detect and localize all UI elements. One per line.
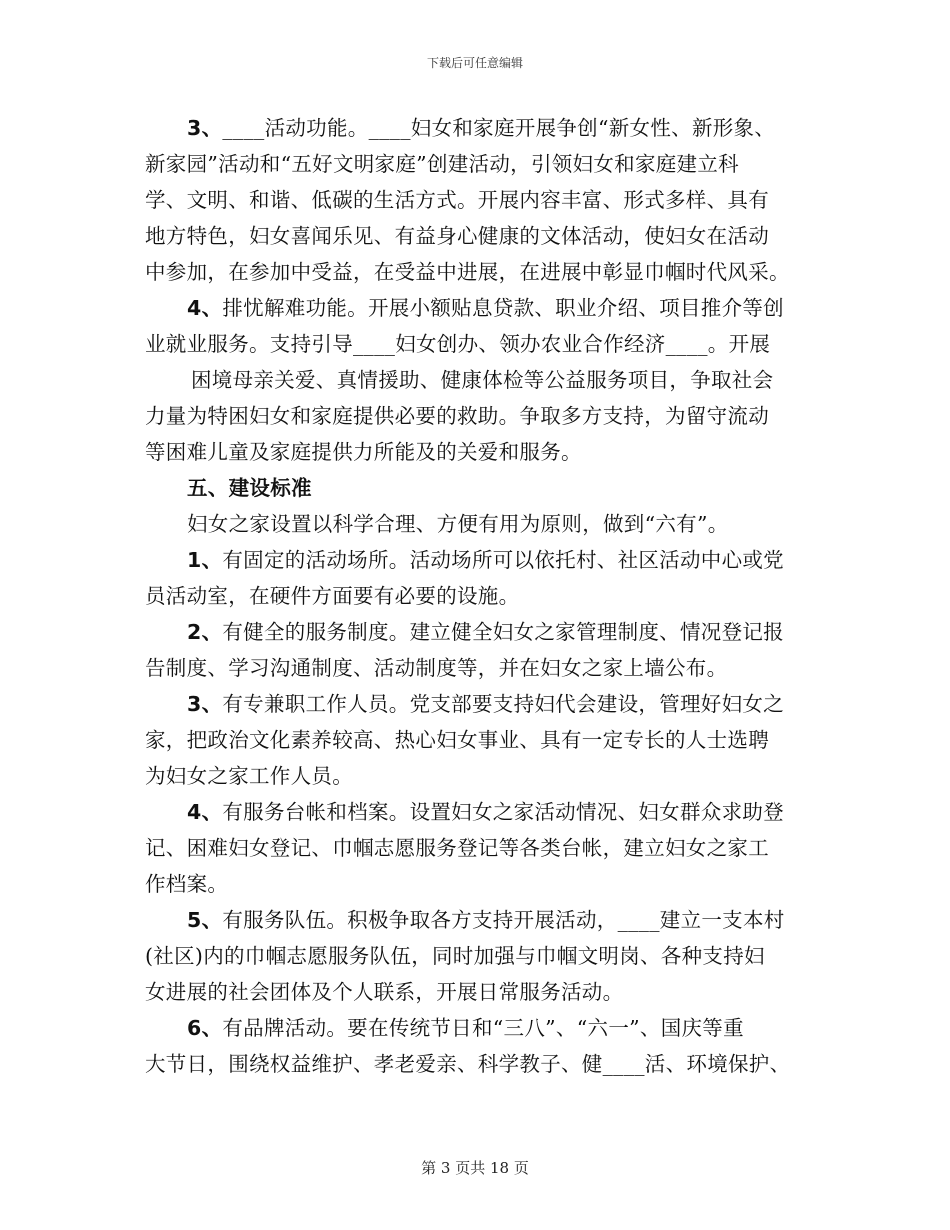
paragraph-line: 记、困难妇女登记、巾帼志愿服务登记等各类台帐，建立妇女之家工 bbox=[145, 836, 769, 860]
item-number: 5、 bbox=[187, 908, 223, 932]
paragraph-line: 学、文明、和谐、低碳的生活方式。开展内容丰富、形式多样、具有 bbox=[145, 188, 769, 212]
section-heading: 五、建设标准 bbox=[187, 476, 312, 500]
paragraph-line: 6、有品牌活动。要在传统节日和“三八”、“六一”、国庆等重 bbox=[187, 1016, 744, 1040]
item-number: 6、 bbox=[187, 1016, 223, 1040]
item-number: 2、 bbox=[187, 620, 223, 644]
paragraph-line: 妇女之家设置以科学合理、方便有用为原则，做到“六有”。 bbox=[187, 512, 729, 536]
paragraph-line: 2、有健全的服务制度。建立健全妇女之家管理制度、情况登记报 bbox=[187, 620, 784, 644]
paragraph-line: 大节日，围绕权益维护、孝老爱亲、科学教子、健____活、环境保护、 bbox=[145, 1052, 791, 1076]
item-number: 1、 bbox=[187, 548, 223, 572]
paragraph-line: 员活动室，在硬件方面要有必要的设施。 bbox=[145, 584, 520, 608]
paragraph-line: 困境母亲关爱、真情援助、健康体检等公益服务项目，争取社会 bbox=[191, 368, 774, 392]
document-body bbox=[145, 110, 805, 1082]
paragraph-line: 5、有服务队伍。积极争取各方支持开展活动，____建立一支本村 bbox=[187, 908, 785, 932]
item-number: 3、 bbox=[187, 116, 223, 140]
paragraph-line: 女进展的社会团体及个人联系，开展日常服务活动。 bbox=[145, 980, 624, 1004]
paragraph-line: 业就业服务。支持引导____妇女创办、领办农业合作经济____。开展 bbox=[145, 332, 771, 356]
paragraph-line: 家，把政治文化素养较高、热心妇女事业、具有一定专长的人士选聘 bbox=[145, 728, 769, 752]
paragraph-line: 新家园”活动和“五好文明家庭”创建活动，引领妇女和家庭建立科 bbox=[145, 152, 739, 176]
paragraph-line: 为妇女之家工作人员。 bbox=[145, 764, 353, 788]
paragraph-line: (社区)内的巾帼志愿服务队伍，同时加强与巾帼文明岗、各种支持妇 bbox=[145, 944, 765, 968]
paragraph-line: 中参加，在参加中受益，在受益中进展，在进展中彰显巾帼时代风采。 bbox=[145, 260, 790, 284]
item-number: 3、 bbox=[187, 692, 223, 716]
paragraph-line: 力量为特困妇女和家庭提供必要的救助。争取多方支持，为留守流动 bbox=[145, 404, 769, 428]
paragraph-line: 1、有固定的活动场所。活动场所可以依托村、社区活动中心或党 bbox=[187, 548, 784, 572]
paragraph-line: 3、____活动功能。____妇女和家庭开展争创“新女性、新形象、 bbox=[187, 116, 776, 140]
paragraph-line: 4、有服务台帐和档案。设置妇女之家活动情况、妇女群众求助登 bbox=[187, 800, 784, 824]
paragraph-line: 告制度、学习沟通制度、活动制度等，并在妇女之家上墙公布。 bbox=[145, 656, 728, 680]
paragraph-line: 3、有专兼职工作人员。党支部要支持妇代会建设，管理好妇女之 bbox=[187, 692, 784, 716]
page-footer: 第 3 页共 18 页 bbox=[421, 1159, 529, 1177]
item-number: 4、 bbox=[187, 800, 223, 824]
item-number: 4、 bbox=[187, 296, 223, 320]
paragraph-line: 等困难儿童及家庭提供力所能及的关爱和服务。 bbox=[145, 440, 582, 464]
page-header: 下载后可任意编辑 bbox=[426, 56, 523, 70]
paragraph-line: 地方特色，妇女喜闻乐见、有益身心健康的文体活动，使妇女在活动 bbox=[145, 224, 769, 248]
paragraph-line: 作档案。 bbox=[145, 872, 229, 896]
paragraph-line: 4、排忧解难功能。开展小额贴息贷款、职业介绍、项目推介等创 bbox=[187, 296, 784, 320]
